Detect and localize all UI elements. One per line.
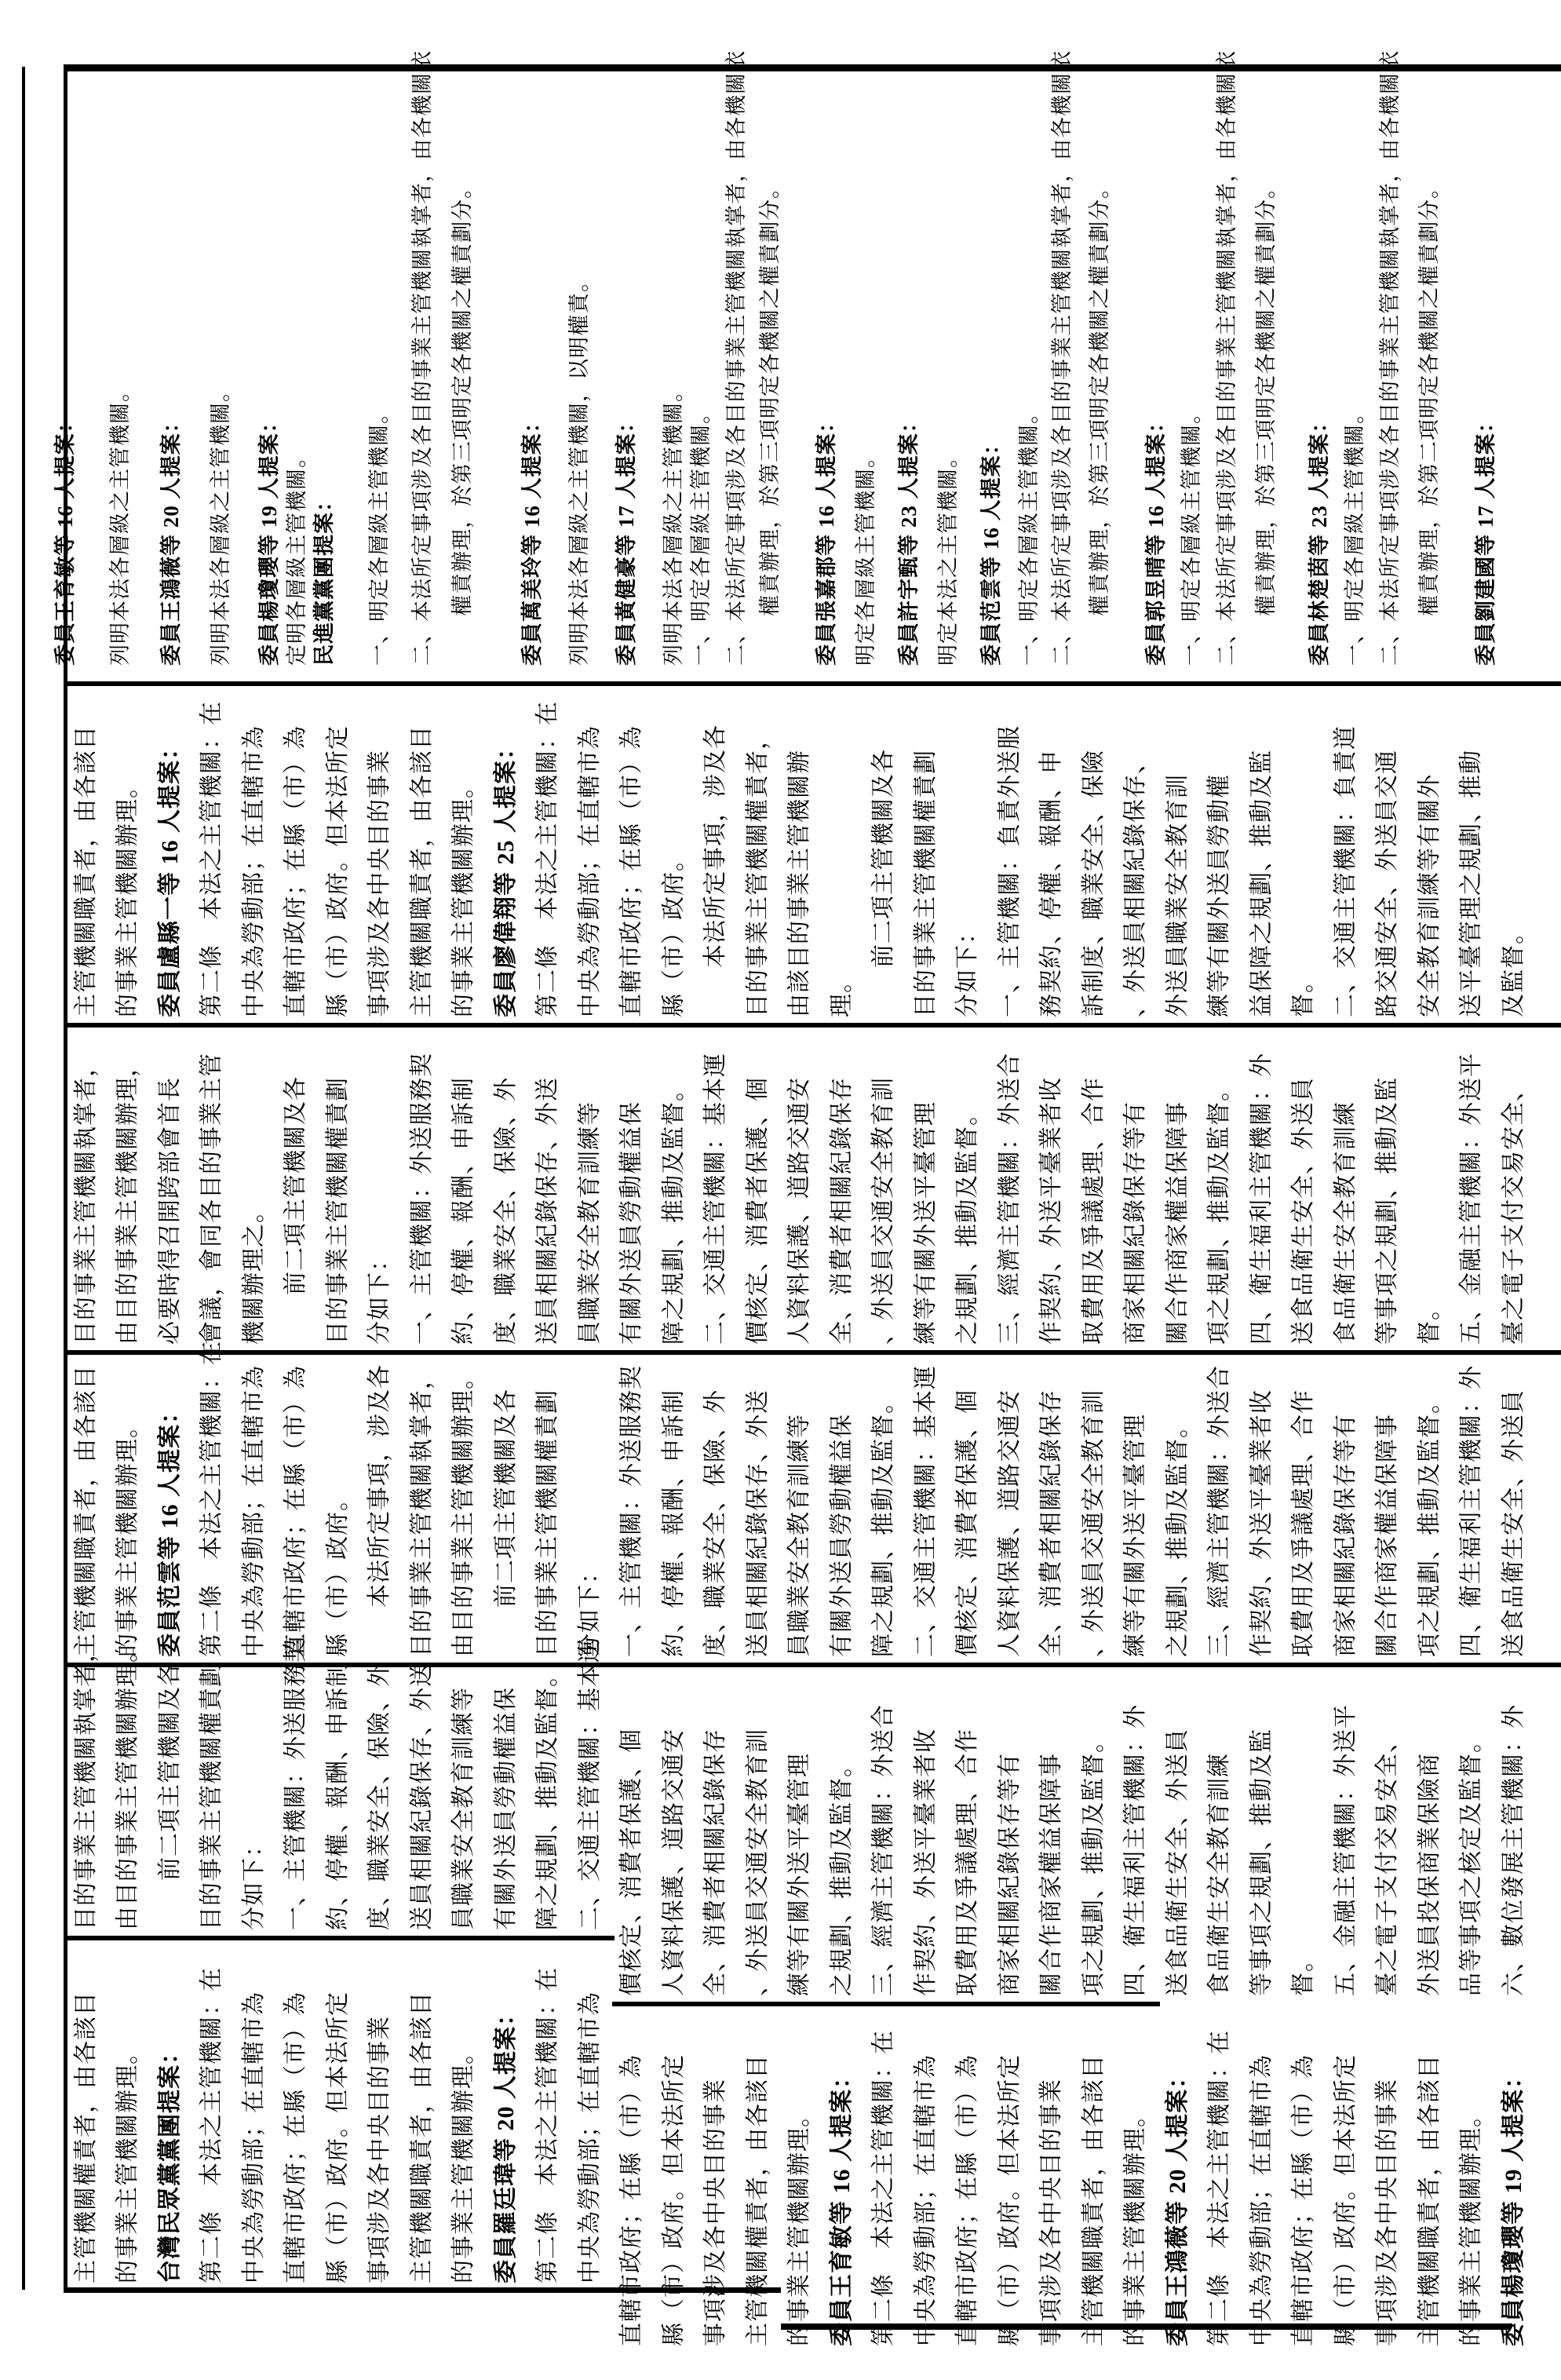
text-line: 本法所定事項，涉及各 — [702, 725, 728, 968]
proposal-heading: 委員萬美玲等 16 人提案： — [520, 411, 544, 666]
text-line: 前二項主管機關及各 — [283, 1076, 308, 1295]
text-line: 食品衛生安全教育訓練 — [1333, 1101, 1359, 1345]
text-line: 中央為勞動部；在直轄市為 — [913, 2054, 939, 2346]
text-line: 二、本法所定事項涉及各目的事業主管機關執掌者，由各機關依 — [724, 50, 748, 666]
text-line: 權責辦理，於第三項明定各機關之權責劃分。 — [758, 177, 782, 616]
text-line: 人資料保護、道路交通安 — [997, 1389, 1023, 1657]
proposal-heading: 委員劉建國等 17 人提案： — [1474, 411, 1497, 666]
text-line: 第二條 本法之主管機關：在 — [534, 701, 560, 1017]
text-line: 一、明定各層級主管機關。 — [689, 402, 713, 666]
text-line: 四、衛生福利主管機關：外 — [1458, 1365, 1484, 1657]
text-line: 取費用及爭議處理、合作 — [1290, 1389, 1316, 1657]
text-line: 二、交通主管機關：負責道 — [1333, 725, 1359, 1017]
text-line: 項之規劃、推動及監督。 — [1417, 1389, 1442, 1657]
text-line: 及監督。 — [1501, 920, 1526, 1017]
proposal-heading: 委員楊瓊瓔等 19 人提案： — [257, 411, 281, 666]
text-line: 約、停權、報酬、申訴制 — [450, 1077, 476, 1345]
sep-e-f-left — [64, 1936, 615, 1940]
proposal-heading: 委員廖偉翔等 25 人提案： — [493, 736, 519, 1017]
proposal-heading: 民進黨黨團提案： — [312, 490, 336, 666]
text-line: 目的事業主管機關權責者， — [745, 725, 771, 1017]
text-line: 第二條 本法之主管機關：在 — [199, 701, 224, 1017]
text-line: 一、明定各層級主管機關。 — [1017, 402, 1041, 666]
proposal-heading: 委員郭昱晴等 16 人提案： — [1144, 411, 1168, 666]
text-line: 前二項主管機關及各 — [870, 749, 896, 968]
text-line: 一、明定各層級主管機關。 — [367, 402, 391, 666]
text-line: 益保障之規劃、推動及監 — [1249, 750, 1275, 1017]
text-line: 中央為勞動部；在直轄市為 — [241, 1365, 267, 1657]
text-line: 明定各層級主管機關。 — [854, 446, 877, 666]
text-line: 員職業安全教育訓練等 — [577, 1101, 603, 1345]
text-line: 作契約、外送平臺業者收 — [1038, 1077, 1064, 1345]
text-line: 人資料保護、道路交通安 — [661, 1728, 687, 1996]
text-line: 第二條 本法之主管機關：在 — [199, 1967, 224, 2283]
text-line: 二、本法所定事項涉及各目的事業主管機關執掌者，由各機關依 — [1215, 50, 1238, 666]
text-line: 訴制度、職業安全、保險 — [1081, 750, 1107, 1017]
text-line: 的事業主管機關辦理。 — [115, 774, 140, 1017]
text-line: 臺之電子支付交易安全、 — [1501, 1077, 1526, 1345]
top-rule — [64, 64, 1561, 71]
text-line: 縣（市）政府。 — [325, 1487, 351, 1657]
text-line: 障之規劃、推動及監督。 — [661, 1077, 687, 1345]
proposal-heading: 委員范雲等 16 人提案： — [157, 1400, 183, 1657]
text-line: 理。 — [829, 969, 855, 1017]
text-line: 會議，會同各目的事業主管 — [199, 1053, 224, 1345]
text-line: 主管機關職責者，由各該目 — [73, 725, 99, 1017]
proposal-heading: 委員黃健豪等 17 人提案： — [615, 411, 638, 666]
text-line: 取費用及爭議處理、合作 — [1081, 1077, 1107, 1345]
text-line: 項之規劃、推動及監督。 — [1206, 1077, 1232, 1345]
text-line: 二、交通主管機關：基本運 — [702, 1053, 728, 1345]
text-line: 全、消費者相關紀錄保存 — [702, 1728, 728, 1996]
text-line: 列明本法各層級之主管機關，以明權責。 — [567, 270, 591, 666]
text-line: 的事業主管機關辦理。 — [450, 2040, 476, 2283]
text-line: 練等有關外送平臺管理 — [786, 1753, 812, 1996]
text-line: 權責辦理，於第三項明定各機關之權責劃分。 — [450, 177, 474, 616]
text-line: 必要時得召開跨部會首長 — [157, 1077, 183, 1345]
text-line: 商家相關紀錄保存等有 — [997, 1753, 1023, 1996]
text-line: 列明本法各層級之主管機關。 — [209, 380, 232, 666]
text-line: 之規劃、推動及監督。 — [829, 1753, 855, 1996]
proposal-heading: 委員王鴻薇等 20 人提案： — [159, 411, 183, 666]
sep-e-f-right — [612, 2002, 1160, 2006]
text-line: 送平臺管理之規劃、推動 — [1458, 750, 1484, 1017]
text-line: 練等有關外送平臺管理 — [913, 1101, 939, 1345]
text-line: 事項涉及各中央目的事業 — [702, 2079, 728, 2346]
text-line: 全、消費者相關紀錄保存 — [1038, 1389, 1064, 1657]
text-line: 項之規劃、推動及監督。 — [1081, 1728, 1107, 1996]
text-line: 直轄市政府；在縣（市）為 — [283, 725, 308, 1017]
sep-b-c — [64, 1023, 1561, 1028]
text-line: 主管機關職責者，由各該目 — [73, 1365, 99, 1657]
text-line: 權責辦理，於第三項明定各機關之權責劃分。 — [1254, 177, 1278, 616]
text-line: 由目的事業主管機關辦理。 — [450, 1365, 476, 1657]
text-line: 作契約、外送平臺業者收 — [1249, 1389, 1275, 1657]
text-line: 送員相關紀錄保存、外送 — [409, 1663, 435, 1930]
proposal-heading: 委員王育敏等 16 人提案： — [829, 2064, 855, 2346]
text-line: 商家相關紀錄保存等有 — [1122, 1101, 1148, 1345]
text-line: 一、主管機關：外送服務契 — [283, 1638, 308, 1930]
proposal-heading: 委員羅廷瑋等 20 人提案： — [493, 2002, 519, 2283]
text-line: 外送員職業安全教育訓 — [1165, 774, 1191, 1017]
text-line: 縣（市）政府。但本法所定 — [325, 1991, 351, 2283]
text-line: 度、職業安全、保險、外 — [367, 1663, 392, 1930]
text-line: 度、職業安全、保險、外 — [702, 1389, 728, 1657]
text-line: 價核定、消費者保護、個 — [618, 1728, 644, 1996]
text-line: 價核定、消費者保護、個 — [745, 1077, 771, 1345]
text-line: 三、經濟主管機關：外送合 — [870, 1704, 896, 1996]
text-line: 目的事業主管機關執掌者， — [409, 1365, 435, 1657]
text-line: 練等有關外送平臺管理 — [1122, 1414, 1148, 1657]
text-line: 主管機關職責者，由各該目 — [409, 725, 435, 1017]
text-line: 直轄市政府；在縣（市）為 — [618, 2054, 644, 2346]
text-line: 障之規劃、推動及監督。 — [534, 1663, 560, 1930]
text-line: 前二項主管機關及各 — [493, 1389, 519, 1608]
text-line: 主管機關權責者，由各該目 — [73, 1991, 99, 2283]
text-line: 由目的事業主管機關辦理。 — [115, 1638, 140, 1930]
proposal-heading: 委員王鴻薇等 20 人提案： — [1165, 2064, 1191, 2346]
text-line: 之規劃、推動及監督。 — [954, 1101, 980, 1345]
text-line: 中央為勞動部；在直轄市為 — [577, 1991, 603, 2283]
text-line: 目的事業主管機關權責劃 — [534, 1389, 560, 1657]
text-line: 直轄市政府；在縣（市）為 — [1290, 2054, 1316, 2346]
proposal-heading: 委員王育敏等 16 人提案： — [53, 411, 77, 666]
text-line: 員職業安全教育訓練等 — [450, 1687, 476, 1930]
text-line: 縣（市）政府。但本法所定 — [1333, 2054, 1359, 2346]
text-line: 事項涉及各中央目的事業 — [1374, 2079, 1400, 2346]
text-line: 事項涉及各中央目的事業 — [367, 750, 392, 1017]
text-line: 主管機關職責者，由各該目 — [1417, 2054, 1442, 2346]
text-line: 目的事業主管機關權責劃 — [913, 750, 939, 1017]
text-line: 縣（市）政府。 — [661, 847, 687, 1017]
text-line: 直轄市政府；在縣（市）為 — [618, 725, 644, 1017]
text-line: 送員相關紀錄保存、外送 — [534, 1077, 560, 1345]
text-line: 督。 — [1290, 1947, 1316, 1996]
text-line: 品等事項之核定及監督。 — [1458, 1728, 1484, 1996]
proposal-heading: 委員范雲等 16 人提案： — [979, 433, 1003, 666]
text-line: 六、數位發展主管機關：外 — [1501, 1704, 1526, 1996]
sep-c-d — [64, 1350, 1561, 1355]
text-line: 約、停權、報酬、申訴制 — [661, 1389, 687, 1657]
text-line: 送員相關紀錄保存、外送 — [745, 1389, 771, 1657]
text-line: 中央為勞動部；在直轄市為 — [241, 1991, 267, 2283]
text-line: 的事業主管機關辦理。 — [1458, 2103, 1484, 2346]
text-line: 一、明定各層級主管機關。 — [1343, 402, 1366, 666]
proposal-heading: 委員許宇甄等 23 人提案： — [897, 411, 921, 666]
text-line: 外送員投保商業保險商 — [1417, 1753, 1442, 1996]
text-line: 的事業主管機關辦理。 — [115, 2040, 140, 2283]
text-line: 、外送員交通安全教育訓 — [870, 1077, 896, 1345]
text-line: 由目的事業主管機關辦理， — [115, 1053, 140, 1345]
text-line: 目的事業主管機關執掌者， — [73, 1638, 99, 1930]
text-line: 三、經濟主管機關：外送合 — [997, 1053, 1023, 1345]
proposal-heading: 台灣民眾黨黨團提案： — [157, 2040, 183, 2283]
text-line: 縣（市）政府。但本法所定 — [661, 2054, 687, 2346]
text-line: 縣（市）政府。但本法所定 — [325, 725, 351, 1017]
text-line: 二、交通主管機關：基本運 — [577, 1638, 603, 1930]
text-line: 、外送員交通安全教育訓 — [745, 1728, 771, 1996]
text-line: 目的事業主管機關權責劃 — [325, 1077, 351, 1345]
text-line: 明定本法之主管機關。 — [936, 446, 960, 666]
text-line: 第二條 本法之主管機關：在 — [199, 1341, 224, 1657]
text-line: 事項涉及各中央目的事業 — [1038, 2079, 1064, 2346]
proposal-heading: 委員楊瓊瓔等 19 人提案： — [1501, 2064, 1526, 2346]
text-line: 第二條 本法之主管機關：在 — [534, 1967, 560, 2283]
text-line: 由該目的事業主管機關辦 — [786, 750, 812, 1017]
text-line: 送食品衛生安全、外送員 — [1165, 1728, 1191, 1996]
text-line: 目的事業主管機關執掌者， — [73, 1053, 99, 1345]
text-line: 二、本法所定事項涉及各目的事業主管機關執掌者，由各機關依 — [1050, 50, 1074, 666]
text-line: 送食品衛生安全、外送員 — [1290, 1077, 1316, 1345]
text-line: 一、主管機關：外送服務契 — [409, 1053, 435, 1345]
text-line: 四、衛生福利主管機關：外 — [1249, 1053, 1275, 1345]
text-line: 一、主管機關：外送服務契 — [618, 1365, 644, 1657]
inner-left-rule — [64, 67, 67, 2290]
text-line: 事項涉及各中央目的事業 — [367, 2016, 392, 2283]
text-line: 前二項主管機關及各 — [157, 1662, 183, 1881]
text-line: 第二條 本法之主管機關：在 — [870, 2030, 896, 2346]
text-line: 列明本法各層級之主管機關。 — [108, 380, 132, 666]
text-line: 障之規劃、推動及監督。 — [870, 1389, 896, 1657]
text-line: 一、主管機關：負責外送服 — [997, 725, 1023, 1017]
text-line: 等事項之規劃、推動及監 — [1374, 1077, 1400, 1345]
text-line: 度、職業安全、保險、外 — [493, 1077, 519, 1345]
text-line: 權責辦理，於第三項明定各機關之權責劃分。 — [1088, 177, 1111, 616]
text-line: 關合作商家權益保障事 — [1374, 1414, 1400, 1657]
text-line: 送食品衛生安全、外送員 — [1501, 1389, 1526, 1657]
text-line: 二、本法所定事項涉及各目的事業主管機關執掌者，由各機關依 — [410, 50, 434, 666]
proposal-heading: 委員張嘉郡等 16 人提案： — [815, 411, 838, 666]
text-line: 約、停權、報酬、申訴制 — [325, 1663, 351, 1930]
text-line: 作契約、外送平臺業者收 — [913, 1728, 939, 1996]
text-line: 第二條 本法之主管機關：在 — [1206, 2030, 1232, 2346]
text-line: 主管機關職責者，由各該目 — [409, 1991, 435, 2283]
text-line: 分如下： — [241, 1833, 267, 1930]
text-line: 務契約、停權、報酬、申 — [1038, 750, 1064, 1017]
text-line: 分如下： — [577, 1560, 603, 1657]
text-line: 有關外送員勞動權益保 — [618, 1101, 644, 1345]
text-line: 本法所定事項，涉及各 — [367, 1364, 392, 1608]
text-line: 全、消費者相關紀錄保存 — [829, 1077, 855, 1345]
text-line: 的事業主管機關辦理。 — [786, 2103, 812, 2346]
text-line: 商家相關紀錄保存等有 — [1333, 1414, 1359, 1657]
text-line: 員職業安全教育訓練等 — [786, 1414, 812, 1657]
text-line: 直轄市政府；在縣（市）為 — [954, 2054, 980, 2346]
text-line: 之規劃、推動及監督。 — [1165, 1414, 1191, 1657]
text-line: 主管機關職責者，由各該目 — [1081, 2054, 1107, 2346]
text-line: 有關外送員勞動權益保 — [829, 1414, 855, 1657]
text-line: 關合作商家權益保障事 — [1165, 1101, 1191, 1345]
text-line: 的事業主管機關辦理。 — [1122, 2103, 1148, 2346]
text-line: 三、經濟主管機關：外送合 — [1206, 1365, 1232, 1657]
text-line: 縣（市）政府。但本法所定 — [997, 2054, 1023, 2346]
sep-a-b — [64, 681, 1561, 686]
text-line: 取費用及爭議處理、合作 — [954, 1728, 980, 1996]
text-line: 的事業主管機關辦理。 — [115, 1414, 140, 1657]
text-line: 中央為勞動部；在直轄市為 — [1249, 2054, 1275, 2346]
text-line: 分如下： — [367, 1247, 392, 1345]
text-line: 機關辦理之。 — [241, 1199, 267, 1345]
proposal-heading: 委員盧縣一等 16 人提案： — [157, 736, 183, 1017]
text-line: 、外送員相關紀錄保存、 — [1122, 750, 1148, 1017]
proposal-heading: 委員林楚茵等 23 人提案： — [1308, 411, 1331, 666]
text-line: 督。 — [1290, 969, 1316, 1017]
text-line: 主管機關權責者，由各該目 — [745, 2054, 771, 2346]
text-line: 有關外送員勞動權益保 — [493, 1687, 519, 1930]
text-line: 安全教育訓練等有關外 — [1417, 774, 1442, 1017]
text-line: 直轄市政府；在縣（市）為 — [283, 1365, 308, 1657]
text-line: 關合作商家權益保障事 — [1038, 1753, 1064, 1996]
text-line: 直轄市政府；在縣（市）為 — [283, 1991, 308, 2283]
text-line: 中央為勞動部；在直轄市為 — [577, 725, 603, 1017]
text-line: 二、本法所定事項涉及各目的事業主管機關執掌者，由各機關依 — [1378, 50, 1402, 666]
text-line: 督。 — [1417, 1296, 1442, 1345]
text-line: 五、金融主管機關：外送平 — [1458, 1053, 1484, 1345]
text-line: 人資料保護、道路交通安 — [786, 1077, 812, 1345]
text-line: 權責辦理，於第二項明定各機關之權責劃分。 — [1417, 177, 1441, 616]
text-line: 一、明定各層級主管機關。 — [1180, 402, 1203, 666]
text-line: 分如下： — [954, 920, 980, 1017]
text-line: 列明本法各層級之主管機關。 — [662, 380, 685, 666]
text-line: 的事業主管機關辦理。 — [450, 774, 476, 1017]
text-line: 、外送員交通安全教育訓 — [1081, 1389, 1107, 1657]
text-line: 二、交通主管機關：基本運 — [913, 1365, 939, 1657]
text-line: 五、金融主管機關：外送平 — [1333, 1704, 1359, 1996]
text-line: 目的事業主管機關權責劃 — [199, 1663, 224, 1930]
outer-left-rule — [22, 67, 25, 2290]
text-line: 四、衛生福利主管機關：外 — [1122, 1704, 1148, 1996]
text-line: 中央為勞動部；在直轄市為 — [241, 725, 267, 1017]
text-line: 練等有關外送員勞動權 — [1206, 774, 1232, 1017]
text-line: 食品衛生安全教育訓練 — [1206, 1753, 1232, 1996]
text-line: 等事項之規劃、推動及監 — [1249, 1728, 1275, 1996]
text-line: 價核定、消費者保護、個 — [954, 1389, 980, 1657]
text-line: 路交通安全、外送員交通 — [1374, 750, 1400, 1017]
text-line: 臺之電子支付交易安全、 — [1374, 1728, 1400, 1996]
text-line: 定明各層級主管機關。 — [285, 446, 308, 666]
